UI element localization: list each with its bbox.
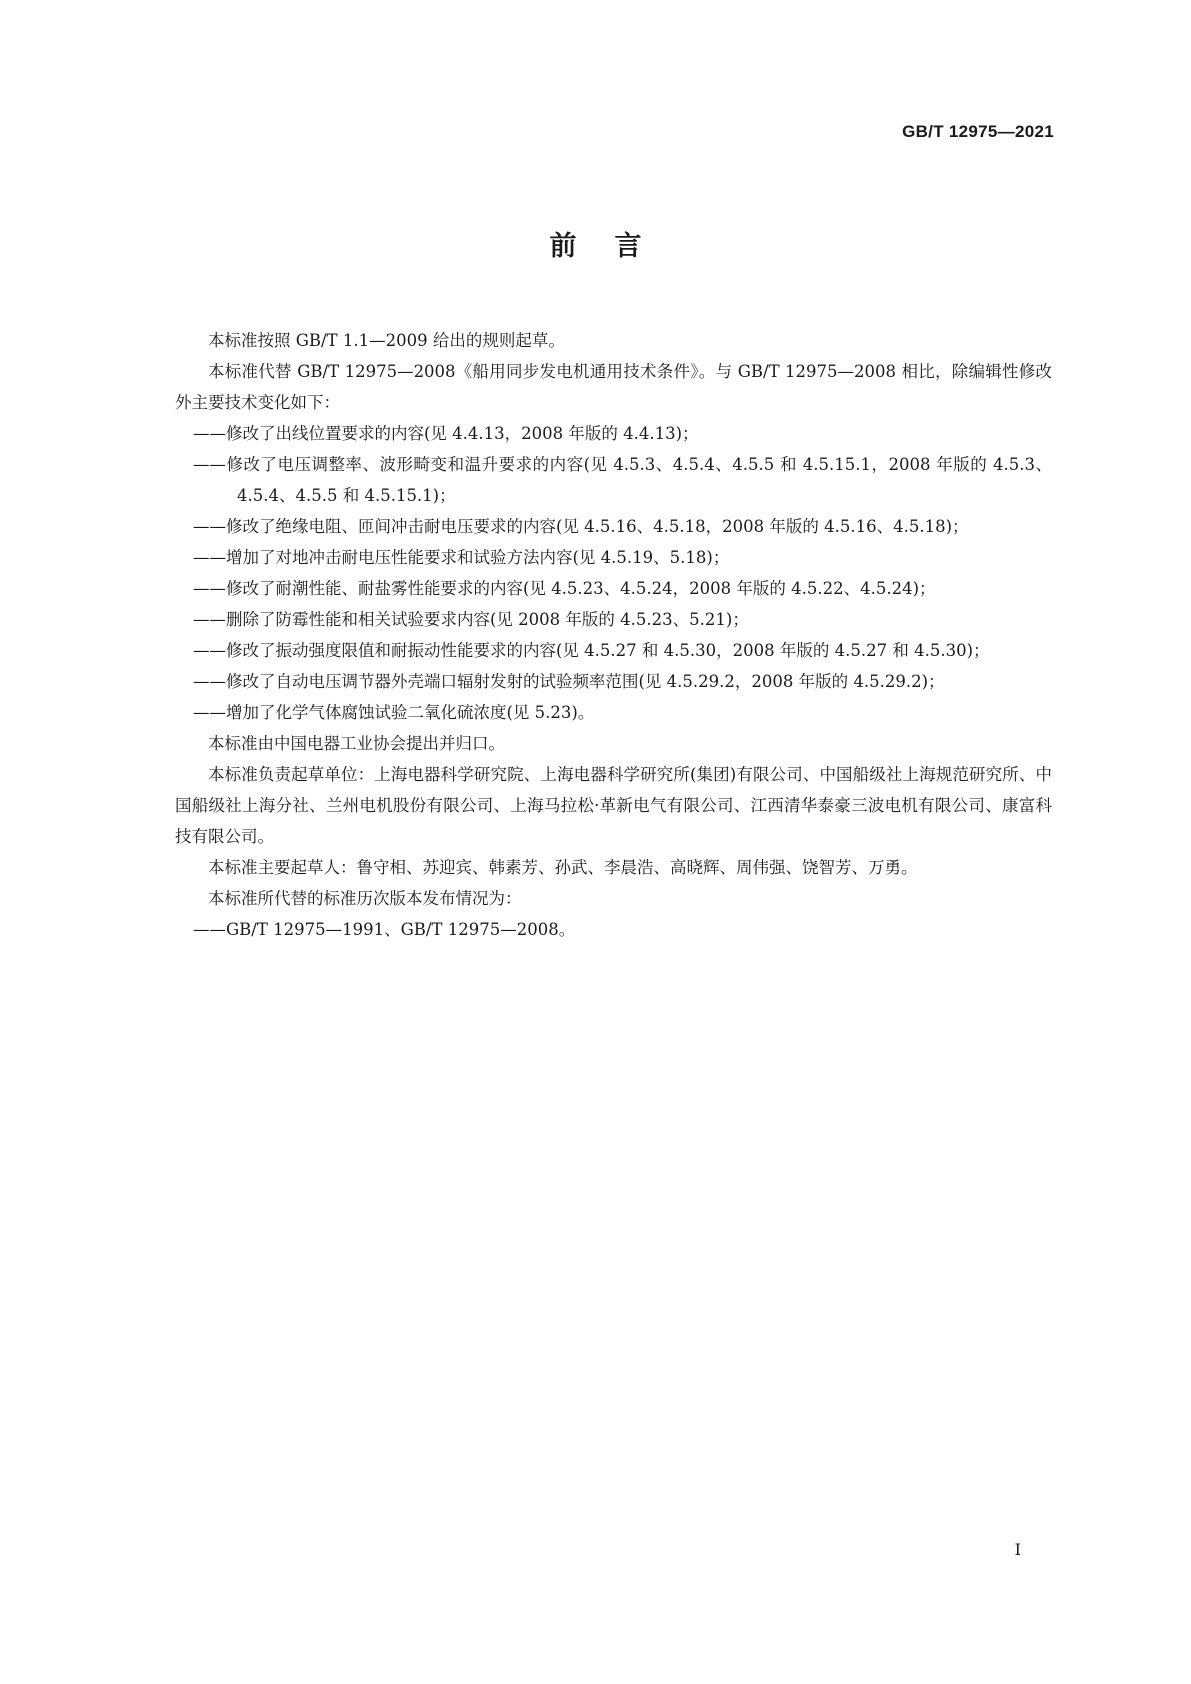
paragraph-proposer: 本标准由中国电器工业协会提出并归口。 <box>208 734 505 753</box>
list-item: ——增加了化学气体腐蚀试验二氧化硫浓度(见 5.23)。 <box>193 703 595 722</box>
list-item: ——修改了电压调整率、波形畸变和温升要求的内容(见 4.5.3、4.5.4、4.5.5 和 4.5.15.1，2008 年版的 4.5.3、4.5.4、4.5.5 和 4.5.15.1)； <box>193 455 1052 505</box>
page-title: 前言 <box>549 231 680 262</box>
page-number: I <box>1014 1540 1021 1559</box>
list-item: ——修改了振动强度限值和耐振动性能要求的内容(见 4.5.27 和 4.5.30，2008 年版的 4.5.27 和 4.5.30)； <box>193 641 990 660</box>
paragraph-drafting-units: 本标准负责起草单位：上海电器科学研究院、上海电器科学研究所(集团)有限公司、中国船级社上海规范研究所、中国船级社上海分社、兰州电机股份有限公司、上海马拉松·革新电气有限公司、江西清华泰豪三波电机有限公司、康富科技有限公司。 <box>175 765 1052 846</box>
list-item: ——修改了出线位置要求的内容(见 4.4.13，2008 年版的 4.4.13)； <box>193 424 699 443</box>
paragraph-previous-editions: 本标准所代替的标准历次版本发布情况为： <box>208 889 522 908</box>
list-item: ——修改了自动电压调节器外壳端口辐射发射的试验频率范围(见 4.5.29.2，2008 年版的 4.5.29.2)； <box>193 672 945 691</box>
standard-code-header: GB/T 12975—2021 <box>902 122 1054 141</box>
list-item: ——增加了对地冲击耐电压性能要求和试验方法内容(见 4.5.19、5.18)； <box>193 548 730 567</box>
list-item: ——修改了绝缘电阻、匝间冲击耐电压要求的内容(见 4.5.16、4.5.18，2008 年版的 4.5.16、4.5.18)； <box>193 517 969 536</box>
list-item-previous-editions: ——GB/T 12975—1991、GB/T 12975—2008。 <box>193 920 576 939</box>
paragraph-replaces: 本标准代替 GB/T 12975—2008《船用同步发电机通用技术条件》。与 GB/T 12975—2008 相比，除编辑性修改外主要技术变化如下： <box>175 362 1052 412</box>
list-item: ——修改了耐潮性能、耐盐雾性能要求的内容(见 4.5.23、4.5.24，2008 年版的 4.5.22、4.5.24)； <box>193 579 936 598</box>
paragraph-drafting-rules: 本标准按照 GB/T 1.1—2009 给出的规则起草。 <box>208 331 565 350</box>
paragraph-drafters: 本标准主要起草人：鲁守相、苏迎宾、韩素芳、孙武、李晨浩、高晓辉、周伟强、饶智芳、万勇。 <box>208 858 918 877</box>
list-item: ——删除了防霉性能和相关试验要求内容(见 2008 年版的 4.5.23、5.21)； <box>193 610 749 629</box>
foreword-body <box>175 325 1052 945</box>
